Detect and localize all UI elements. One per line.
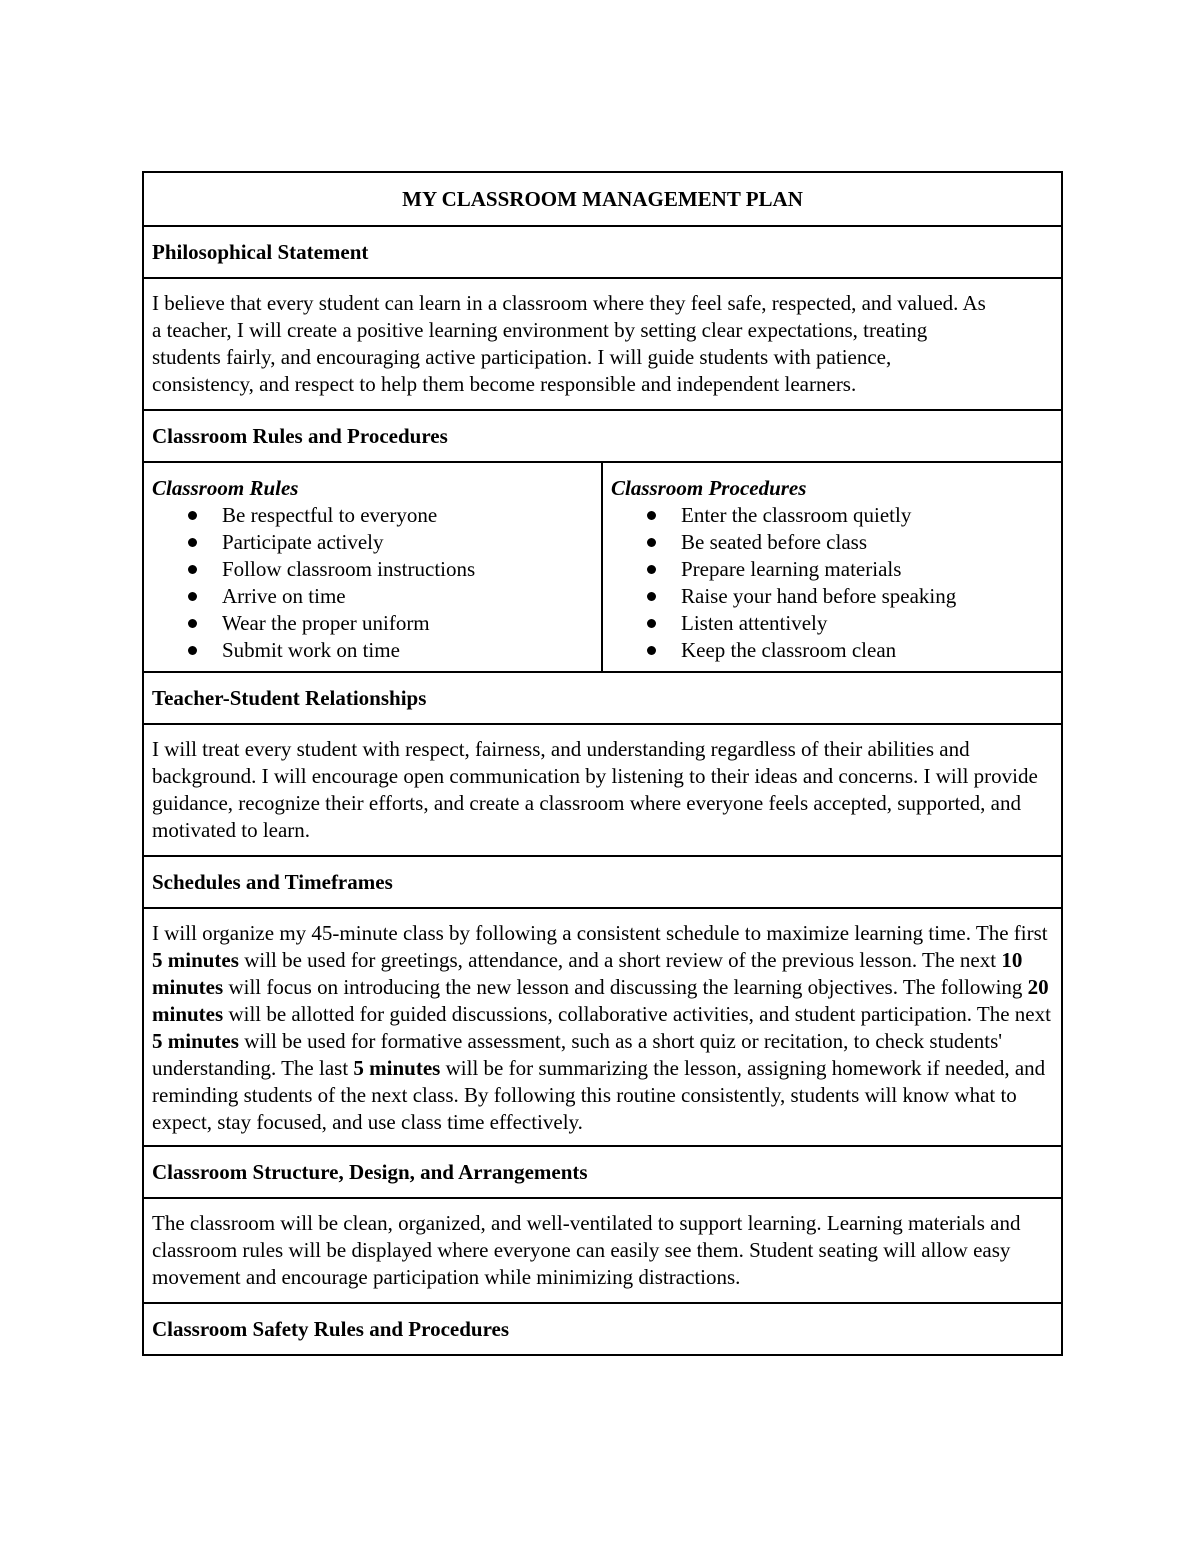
procedure-item — [647, 637, 1053, 664]
schedules-paragraph — [143, 908, 1062, 1146]
section-heading-philosophy: Philosophical Statement — [143, 226, 1062, 278]
schedule-text: I will organize my 45-minute class by following a consistent schedule to maximize learning time. The first — [152, 921, 1048, 945]
schedule-duration: 20 minutes — [152, 975, 1049, 1026]
procedure-item — [647, 583, 1053, 610]
classroom-rules-title: Classroom Rules — [152, 476, 299, 500]
schedule-text: will be allotted for guided discussions, collaborative activities, and student participation. The next — [223, 1002, 1051, 1026]
bullet-icon — [647, 619, 656, 628]
bullet-icon — [647, 538, 656, 547]
procedure-text: Be seated before class — [681, 530, 867, 554]
bullet-icon — [188, 538, 197, 547]
rule-item — [188, 529, 593, 556]
section-heading-relationships: Teacher-Student Relationships — [143, 672, 1062, 724]
schedule-duration: 5 minutes — [353, 1056, 441, 1080]
rule-item — [188, 610, 593, 637]
bullet-icon — [188, 646, 197, 655]
classroom-procedures-title: Classroom Procedures — [611, 476, 807, 500]
procedure-text: Prepare learning materials — [681, 557, 902, 581]
rule-text: Wear the proper uniform — [222, 611, 430, 635]
rule-text: Arrive on time — [222, 584, 346, 608]
section-heading-structure: Classroom Structure, Design, and Arrangements — [143, 1146, 1062, 1198]
procedure-text: Raise your hand before speaking — [681, 584, 957, 608]
rule-text: Submit work on time — [222, 638, 400, 662]
bullet-icon — [647, 565, 656, 574]
procedure-item — [647, 502, 1053, 529]
procedure-text: Keep the classroom clean — [681, 638, 897, 662]
bullet-icon — [188, 592, 197, 601]
bullet-icon — [647, 592, 656, 601]
classroom-rules-cell — [143, 462, 602, 672]
procedure-item — [647, 610, 1053, 637]
schedule-text: will focus on introducing the new lesson and discussing the learning objectives. The following — [223, 975, 1028, 999]
schedule-duration: 5 minutes — [152, 1029, 239, 1053]
philosophy-paragraph: I believe that every student can learn in a classroom where they feel safe, respected, and valued. As a teacher, I will create a positive learning environment by setting clear expectations, treating students fairly, and encouraging active participation. I will guide students with patience, consistency, and respect to help them become responsible and independent learners. — [143, 278, 1062, 410]
procedure-text: Enter the classroom quietly — [681, 503, 912, 527]
rule-text: Be respectful to everyone — [222, 503, 438, 527]
bullet-icon — [188, 565, 197, 574]
procedure-text: Listen attentively — [681, 611, 828, 635]
section-heading-safety: Classroom Safety Rules and Procedures — [143, 1303, 1062, 1355]
section-heading-schedules: Schedules and Timeframes — [143, 856, 1062, 908]
bullet-icon — [188, 511, 197, 520]
rule-item — [188, 637, 593, 664]
document-title: MY CLASSROOM MANAGEMENT PLAN — [143, 172, 1062, 226]
rule-item — [188, 583, 593, 610]
bullet-icon — [188, 619, 197, 628]
schedule-text: will be for summarizing the lesson, assigning homework if needed, and reminding students of the next class. By following this routine consistently, students will know what to expect, stay focused, and use class time effectively. — [152, 1056, 1046, 1134]
schedule-duration: 5 minutes — [152, 948, 239, 972]
management-plan-table — [142, 171, 1063, 1356]
schedule-text: will be used for formative assessment, such as a short quiz or recitation, to check students' understanding. The last — [152, 1029, 1003, 1080]
rule-text: Follow classroom instructions — [222, 557, 476, 581]
classroom-procedures-cell — [602, 462, 1062, 672]
relationships-paragraph: I will treat every student with respect, fairness, and understanding regardless of their abilities and background. I will encourage open communication by listening to their ideas and concerns. I will provide guidance, recognize their efforts, and create a classroom where everyone feels accepted, supported, and motivated to learn. — [143, 724, 1062, 856]
classroom-procedures-list — [611, 502, 1053, 664]
rule-text: Participate actively — [222, 530, 384, 554]
section-heading-rules-procedures: Classroom Rules and Procedures — [143, 410, 1062, 462]
bullet-icon — [647, 511, 656, 520]
bullet-icon — [647, 646, 656, 655]
schedule-duration: 10 minutes — [152, 948, 1023, 999]
procedure-item — [647, 529, 1053, 556]
rule-item — [188, 502, 593, 529]
schedule-text: will be used for greetings, attendance, and a short review of the previous lesson. The next — [238, 948, 1002, 972]
structure-paragraph: The classroom will be clean, organized, and well-ventilated to support learning. Learning materials and classroom rules will be displayed where everyone can easily see them. Student seating will allow easy movement and encourage participation while minimizing distractions. — [143, 1198, 1062, 1303]
procedure-item — [647, 556, 1053, 583]
classroom-rules-list — [152, 502, 593, 664]
rule-item — [188, 556, 593, 583]
